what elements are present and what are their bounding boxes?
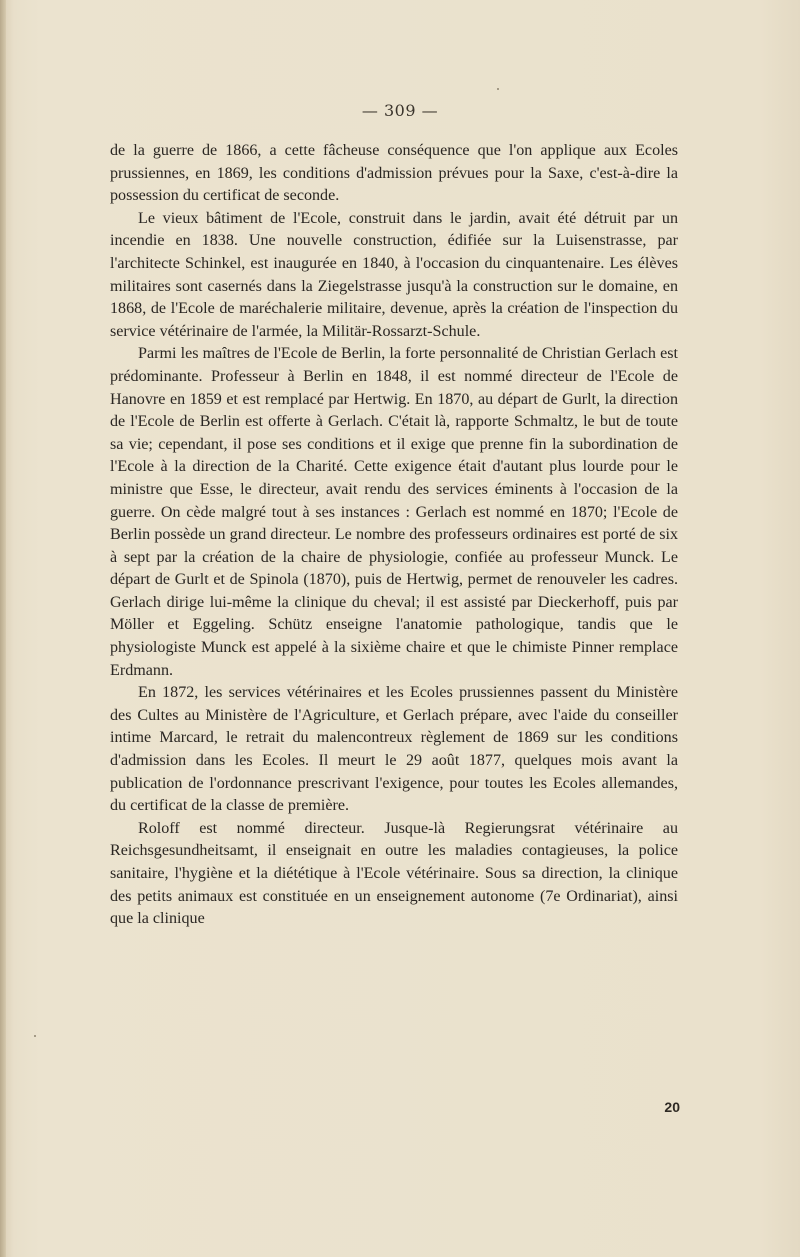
paragraph-3: Parmi les maîtres de l'Ecole de Berlin, la forte personnalité de Christian Gerlach est prédominante. Professeur à Berlin en 1848, il est nommé directeur de l'Ecole de Hanovre en 1859 et est remplacé par Hertwig. En 1870, au départ de Gurlt, la direction de l'Ecole de Berlin est offerte à Gerlach. C'était là, rapporte Schmaltz, le but de toute sa vie; cependant, il pose ses conditions et il exige que prenne fin la subordination de l'Ecole à la direction de la Charité. Cette exigence était d'autant plus lourde pour le ministre que Esse, le directeur, avait rendu des services éminents à l'occasion de la guerre. On cède malgré tout à ses instances : Gerlach est nommé en 1870; l'Ecole de Berlin possède un grand directeur. Le nombre des professeurs ordinaires est porté de six à sept par la création de la chaire de physiologie, confiée au professeur Munck. Le départ de Gurlt et de Spinola (1870), puis de Hertwig, permet de renouveler les cadres. Gerlach dirige lui-même la clinique du cheval; il est assisté par Dieckerhoff, puis par Möller et Eggeling. Schütz enseigne l'anatomie pathologique, tandis que le physiologiste Munck est appelé à la sixième chaire et que le chimiste Pinner remplace Erdmann. bbox=[110, 345, 678, 679]
paragraph-1: de la guerre de 1866, a cette fâcheuse conséquence que l'on applique aux Ecoles prussiennes, en 1869, les conditions d'admission prévues pour la Saxe, c'est-à-dire la possession du certificat de seconde. bbox=[110, 142, 678, 205]
body-text bbox=[110, 140, 678, 931]
paragraph-5: Roloff est nommé directeur. Jusque-là Regierungsrat vétérinaire au Reichsgesundheitsamt, il enseignait en outre les maladies contagieuses, la police sanitaire, l'hygiène et la diététique à l'Ecole vétérinaire. Sous sa direction, la clinique des petits animaux est constituée en un enseignement autonome (7e Ordinariat), ainsi que la clinique bbox=[110, 819, 678, 928]
paper-speck bbox=[497, 88, 499, 90]
paper-speck bbox=[34, 1035, 36, 1037]
signature-mark: 20 bbox=[664, 1099, 680, 1115]
paragraph-2: Le vieux bâtiment de l'Ecole, construit dans le jardin, avait été détruit par un incendie en 1838. Une nouvelle construction, édifiée sur la Luisenstrasse, par l'architecte Schinkel, est inaugurée en 1840, à l'occasion du cinquantenaire. Les élèves militaires sont casernés dans la Ziegelstrasse jusqu'à la construction sur le domaine, en 1868, de l'Ecole de maréchalerie militaire, devenue, après la création de l'inspection du service vétérinaire de l'armée, la Militär-Rossarzt-Schule. bbox=[110, 209, 678, 340]
page-binding-edge bbox=[0, 0, 6, 1257]
paragraph-4: En 1872, les services vétérinaires et les Ecoles prussiennes passent du Ministère des Cultes au Ministère de l'Agriculture, et Gerlach prépare, avec l'aide du conseiller intime Marcard, le retrait du malencontreux règlement de 1869 sur les conditions d'admission dans les Ecoles. Il meurt le 29 août 1877, quelques mois avant la publication de l'ordonnance prescrivant l'exigence, pour toutes les Ecoles allemandes, du certificat de la classe de première. bbox=[110, 684, 678, 815]
page-number: — 309 — bbox=[361, 101, 439, 120]
